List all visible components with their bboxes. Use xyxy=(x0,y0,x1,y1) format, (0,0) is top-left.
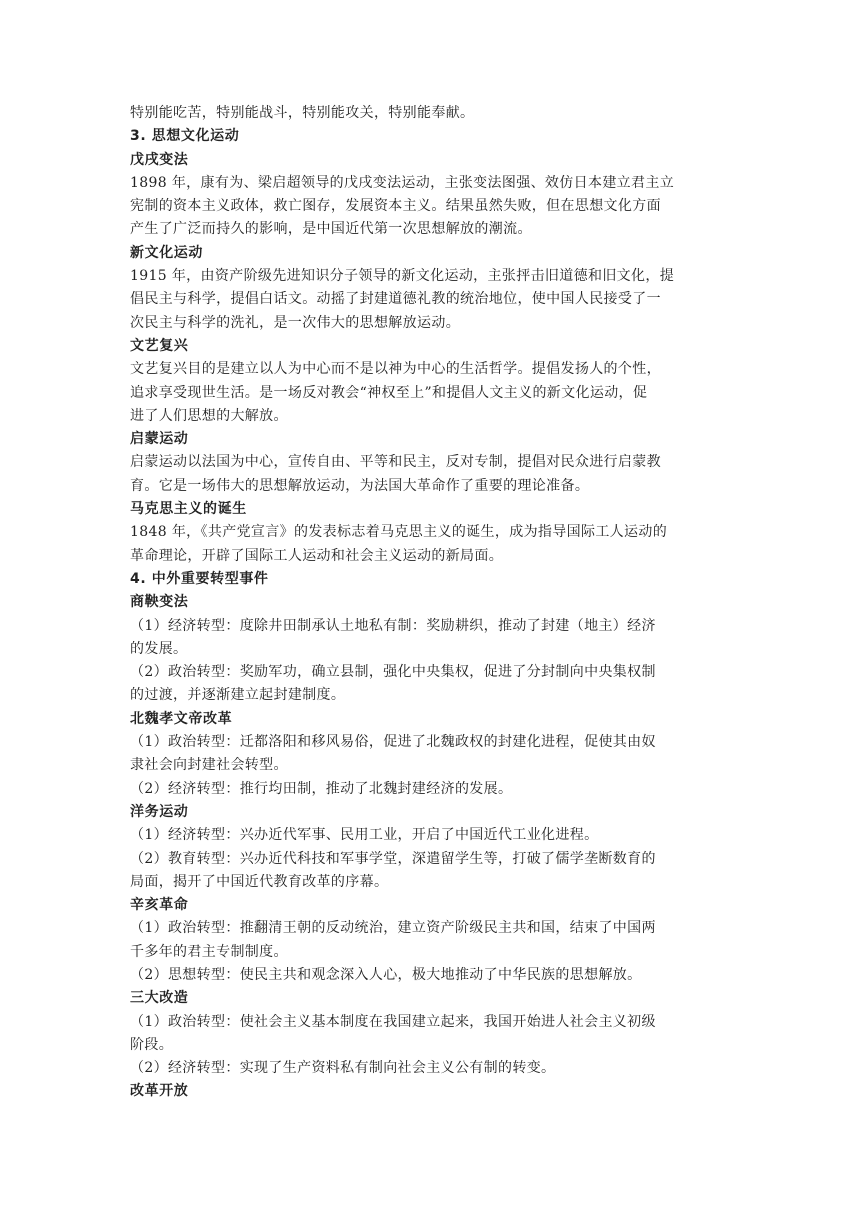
subsection-heading: 马克思主义的诞生 xyxy=(130,501,247,518)
paragraph-line: 文艺复兴目的是建立以人为中心而不是以神为中心的生活哲学。提倡发扬人的个性， xyxy=(130,361,661,378)
section-heading: 4. 中外重要转型事件 xyxy=(130,570,269,587)
subsection-heading: 启蒙运动 xyxy=(130,431,189,448)
paragraph-line: 次民主与科学的洗礼，是一次伟大的思想解放运动。 xyxy=(130,314,461,331)
paragraph-line: （1）经济转型：度除井田制承认土地私有制：奖励耕织，推动了封建（地主）经济 xyxy=(130,617,656,634)
subsection-heading: 文艺复兴 xyxy=(130,337,189,354)
paragraph-line: （1）政治转型：使社会主义基本制度在我国建立起来，我国开始进人社会主义初级 xyxy=(130,1013,656,1030)
paragraph-line: 局面，揭开了中国近代教育改革的序幕。 xyxy=(130,873,389,890)
paragraph-line: 1848 年，《共产党宣言》的发表标志着马克思主义的诞生，成为指导国际工人运动的 xyxy=(130,524,668,541)
subsection-heading: 商鞅变法 xyxy=(130,594,189,611)
subsection-heading: 戊戌变法 xyxy=(130,151,189,168)
paragraph-line: 隶社会向封建社会转型。 xyxy=(130,757,288,774)
paragraph-line: 启蒙运动以法国为中心，宣传自由、平等和民主，反对专制，提倡对民众进行启蒙教 xyxy=(130,454,661,471)
document-page xyxy=(130,102,730,1104)
paragraph-line: 育。它是一场伟大的思想解放运动，为法国大革命作了重要的理论准备。 xyxy=(130,477,590,494)
paragraph-line: 宪制的资本主义政体，救亡图存，发展资本主义。结果虽然失败，但在思想文化方面 xyxy=(130,198,661,215)
paragraph-line: 1915 年，由资产阶级先进知识分子领导的新文化运动，主张抨击旧道德和旧文化，提 xyxy=(130,268,675,285)
paragraph-line: 的过渡，并逐渐建立起封建制度。 xyxy=(130,687,346,704)
subsection-heading: 洋务运动 xyxy=(130,803,189,820)
paragraph-line: 追求享受现世生活。是一场反对教会“神权至上”和提倡人文主义的新文化运动，促 xyxy=(130,384,648,401)
paragraph-line: 革命理论，开辟了国际工人运动和社会主义运动的新局面。 xyxy=(130,547,504,564)
subsection-heading: 辛亥革命 xyxy=(130,897,189,914)
paragraph-line: （1）经济转型：兴办近代军事、民用工业，开启了中国近代工业化进程。 xyxy=(130,827,599,844)
paragraph-line: 千多年的君主专制制度。 xyxy=(130,943,288,960)
paragraph-line: 进了人们思想的大解放。 xyxy=(130,407,288,424)
paragraph-line: （2）经济转型：实现了生产资料私有制向社会主义公有制的转变。 xyxy=(130,1060,556,1077)
paragraph-line: 产生了广泛而持久的影响，是中国近代第一次思想解放的潮流。 xyxy=(130,221,532,238)
paragraph-line: 的发展。 xyxy=(130,640,188,657)
paragraph-line: （2）思想转型：使民主共和观念深入人心，极大地推动了中华民族的思想解放。 xyxy=(130,966,642,983)
paragraph-line: （1）政治转型：迁都洛阳和移风易俗，促进了北魏政权的封建化进程，促使其由奴 xyxy=(130,734,656,751)
paragraph-line: 阶段。 xyxy=(130,1036,174,1053)
subsection-heading: 改革开放 xyxy=(130,1083,189,1100)
paragraph-line: （2）教育转型：兴办近代科技和军事学堂，深遣留学生等，打破了儒学垄断数育的 xyxy=(130,850,656,867)
section-heading: 3. 思想文化运动 xyxy=(130,128,240,145)
paragraph-line: （2）经济转型：推行均田制，推动了北魏封建经济的发展。 xyxy=(130,780,513,797)
subsection-heading: 三大改造 xyxy=(130,990,189,1007)
paragraph-line: 特别能吃苦，特别能战斗，特别能攻关，特别能奉献。 xyxy=(130,105,475,121)
paragraph-line: 倡民主与科学，提倡白话文。动摇了封建道德礼教的统治地位，使中国人民接受了一 xyxy=(130,291,661,308)
paragraph-line: （1）政治转型：推翻清王朝的反动统治，建立资产阶级民主共和国，结束了中国两 xyxy=(130,920,656,937)
subsection-heading: 新文化运动 xyxy=(130,244,203,261)
subsection-heading: 北魏孝文帝改革 xyxy=(130,710,233,727)
paragraph-line: 1898 年，康有为、梁启超领导的戊戌变法运动，主张变法图强、效仿日本建立君主立 xyxy=(130,174,675,191)
paragraph-line: （2）政治转型：奖励军功，确立县制，强化中央集权，促进了分封制向中央集权制 xyxy=(130,664,656,681)
